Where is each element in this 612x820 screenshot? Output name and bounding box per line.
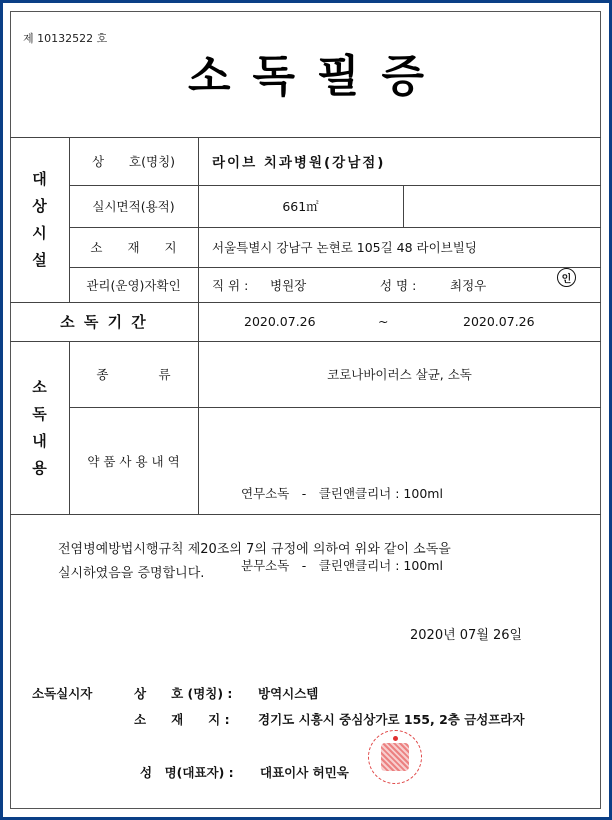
manager-label: 관리(운영)자확인	[86, 277, 181, 293]
disinfection-content-label	[10, 341, 69, 514]
type-label: 종 류	[96, 367, 171, 382]
implementer-address-value: 경기도 시흥시 중심상가로 155, 2층 금성프라자	[258, 712, 525, 727]
label-char: 용	[32, 458, 47, 477]
type-value: 코로나바이러스 살균, 소독	[327, 367, 472, 382]
statement-line: 실시하였음을 증명합니다.	[58, 566, 205, 581]
target-facility-label	[10, 137, 69, 302]
seal-mark-icon: 인	[557, 268, 576, 287]
label-char: 설	[32, 250, 47, 269]
chemicals-label: 약 품 사 용 내 역	[87, 453, 180, 469]
label-char: 대	[32, 169, 47, 188]
period-end: 2020.07.26	[463, 314, 535, 329]
chemical-item: 연무소독 - 클린앤클리너 : 100ml	[241, 486, 443, 501]
period-separator: ~	[378, 314, 389, 329]
implementer-address-label: 소 재 지 :	[134, 712, 230, 727]
implementer-label: 소독실시자	[32, 686, 93, 701]
label-char: 상	[32, 196, 47, 215]
label-char: 독	[32, 404, 47, 423]
location-value: 서울특별시 강남구 논현로 105길 48 라이브빌딩	[212, 240, 477, 255]
name-value: 최정우	[450, 277, 487, 293]
label-char: 소	[32, 377, 47, 396]
position-label: 직 위 :	[212, 277, 249, 293]
implementer-rep-label: 성 명(대표자) :	[140, 765, 234, 780]
area-extra	[403, 185, 601, 227]
company-seal-icon	[368, 730, 422, 784]
label-char: 내	[32, 431, 47, 450]
certificate-title: 소독필증	[187, 51, 446, 102]
area-value: 661㎡	[282, 199, 319, 214]
business-name-label: 상 호(명칭)	[91, 154, 176, 169]
area-label: 실시면적(용적)	[92, 199, 175, 214]
statement-text	[58, 538, 451, 586]
implementer-rep-value: 대표이사 허민욱	[260, 765, 349, 780]
seal-pattern	[381, 743, 409, 771]
period-label: 소 독 기 간	[60, 313, 148, 331]
implementer-company-label: 상 호 (명칭) :	[134, 686, 233, 701]
location-label: 소 재 지	[90, 240, 177, 255]
seal-dot	[393, 736, 398, 741]
certificate-number: 제 10132522 호	[23, 32, 108, 45]
business-name-value: 라이브 치과병원(강남점)	[212, 155, 386, 171]
statement-line: 전염병예방법시행규칙 제20조의 7의 규정에 의하여 위와 같이 소독을	[58, 542, 451, 557]
label-char: 시	[32, 223, 47, 242]
implementer-company-value: 방역시스템	[258, 686, 319, 701]
position-value: 병원장	[270, 277, 307, 293]
name-label: 성 명 :	[380, 277, 417, 293]
chemical-item: 분무소독 - 클린앤클리너 : 100ml	[241, 558, 443, 573]
issue-date: 2020년 07월 26일	[410, 628, 523, 643]
period-start: 2020.07.26	[244, 314, 316, 329]
